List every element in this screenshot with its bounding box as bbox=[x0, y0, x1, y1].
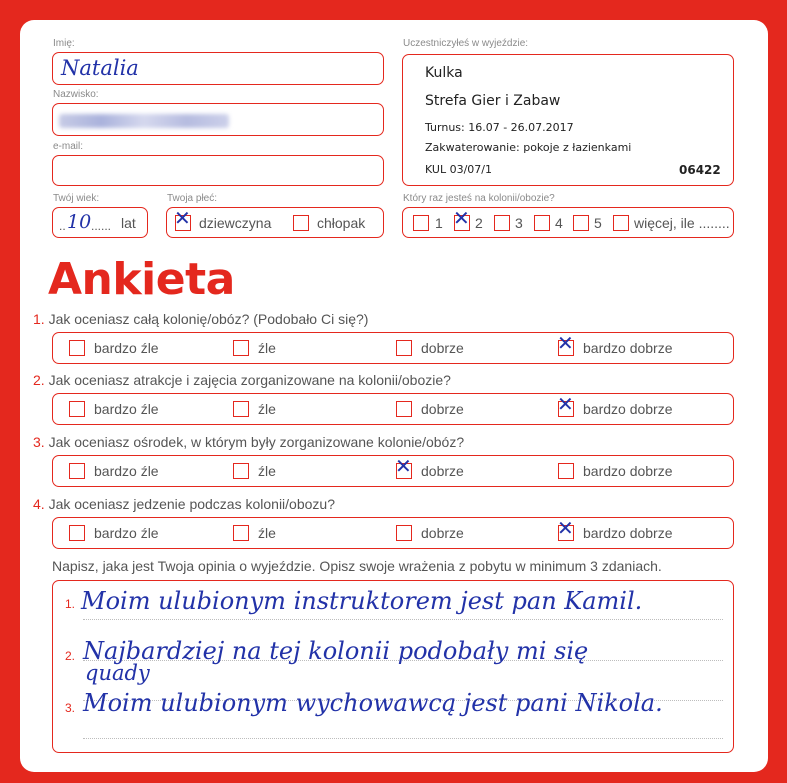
checkbox-q4-1[interactable] bbox=[69, 525, 85, 541]
checkmark-x-icon: ✕ bbox=[453, 206, 470, 230]
opinion-num-3: 3. bbox=[65, 701, 76, 715]
checkbox-q2-3[interactable] bbox=[396, 401, 412, 417]
checkmark-x-icon: ✕ bbox=[395, 454, 412, 478]
checkbox-chlopak[interactable] bbox=[293, 215, 309, 231]
checkbox-q1-4[interactable] bbox=[557, 331, 574, 356]
checkbox-dziewczyna[interactable] bbox=[174, 206, 191, 231]
trip-name: Kulka bbox=[425, 65, 463, 81]
email-label: e-mail: bbox=[53, 141, 84, 152]
trip-info-box bbox=[402, 54, 734, 186]
checkbox-q3-1[interactable] bbox=[69, 463, 85, 479]
question-2 bbox=[33, 372, 451, 388]
question-number: 1. bbox=[33, 311, 45, 327]
nazwisko-label: Nazwisko: bbox=[53, 89, 99, 100]
opinion-prompt: Napisz, jaka jest Twoja opinia o wyjeździe. Opisz swoje wrażenia z pobytu w minimum 3 zdaniach. bbox=[52, 558, 662, 574]
checkmark-x-icon: ✕ bbox=[174, 206, 191, 230]
checkbox-q3-4[interactable] bbox=[558, 463, 574, 479]
checkbox-q2-1[interactable] bbox=[69, 401, 85, 417]
option-label: źle bbox=[258, 525, 276, 541]
ktory-raz-field bbox=[402, 207, 734, 238]
option-label: źle bbox=[258, 463, 276, 479]
option-chlopak: chłopak bbox=[317, 215, 366, 231]
trip-turnus: Turnus: 16.07 - 26.07.2017 bbox=[425, 121, 574, 134]
option-raz-5: 5 bbox=[594, 215, 602, 231]
wiek-label: Twój wiek: bbox=[53, 193, 100, 204]
wiek-value: 10 bbox=[67, 211, 92, 233]
option-raz-3: 3 bbox=[515, 215, 523, 231]
option-label: bardzo dobrze bbox=[583, 340, 673, 356]
checkbox-raz-2[interactable] bbox=[453, 206, 470, 231]
option-label: źle bbox=[258, 401, 276, 417]
wiek-field[interactable] bbox=[52, 207, 148, 238]
checkbox-q4-2[interactable] bbox=[233, 525, 249, 541]
redacted-surname bbox=[59, 114, 229, 128]
checkbox-q1-3[interactable] bbox=[396, 340, 412, 356]
option-raz-4: 4 bbox=[555, 215, 563, 231]
question-3 bbox=[33, 434, 464, 450]
option-label: bardzo źle bbox=[94, 525, 159, 541]
question-number: 2. bbox=[33, 372, 45, 388]
question-text: Jak oceniasz jedzenie podczas kolonii/obozu? bbox=[48, 496, 335, 512]
opinion-num-2: 2. bbox=[65, 649, 76, 663]
option-label: bardzo dobrze bbox=[583, 463, 673, 479]
trip-zakwaterowanie: Zakwaterowanie: pokoje z łazienkami bbox=[425, 141, 632, 154]
option-label: dobrze bbox=[421, 340, 464, 356]
question-number: 3. bbox=[33, 434, 45, 450]
plec-label: Twoja płeć: bbox=[167, 193, 218, 204]
checkmark-x-icon: ✕ bbox=[557, 392, 574, 416]
checkbox-q1-1[interactable] bbox=[69, 340, 85, 356]
opinion-num-1: 1. bbox=[65, 597, 76, 611]
checkbox-q3-3[interactable] bbox=[395, 454, 412, 479]
checkbox-q3-2[interactable] bbox=[233, 463, 249, 479]
checkbox-raz-3[interactable] bbox=[494, 215, 510, 231]
checkbox-q1-2[interactable] bbox=[233, 340, 249, 356]
imie-field[interactable] bbox=[52, 52, 384, 85]
checkbox-raz-1[interactable] bbox=[413, 215, 429, 231]
trip-code: KUL 03/07/1 bbox=[425, 163, 492, 176]
writing-line bbox=[83, 619, 723, 620]
option-label: dobrze bbox=[421, 401, 464, 417]
option-label: bardzo źle bbox=[94, 340, 159, 356]
trip-subtitle: Strefa Gier i Zabaw bbox=[425, 93, 561, 109]
imie-label: Imię: bbox=[53, 38, 75, 49]
option-label: bardzo dobrze bbox=[583, 401, 673, 417]
wiek-dots-left: .. bbox=[59, 219, 66, 233]
checkmark-x-icon: ✕ bbox=[557, 516, 574, 540]
option-raz-wiecej: więcej, ile ........ bbox=[634, 215, 730, 231]
answer-row-2 bbox=[52, 393, 734, 425]
uczestnik-label: Uczestniczyłeś w wyjeździe: bbox=[403, 38, 529, 49]
option-dziewczyna: dziewczyna bbox=[199, 215, 272, 231]
answer-row-4 bbox=[52, 517, 734, 549]
question-number: 4. bbox=[33, 496, 45, 512]
question-text: Jak oceniasz całą kolonię/obóz? (Podobało Ci się?) bbox=[48, 311, 369, 327]
ktory-raz-label: Który raz jesteś na kolonii/obozie? bbox=[403, 193, 555, 204]
option-label: bardzo źle bbox=[94, 401, 159, 417]
checkbox-raz-wiecej[interactable] bbox=[613, 215, 629, 231]
checkmark-x-icon: ✕ bbox=[557, 331, 574, 355]
opinion-text-2b: quady bbox=[85, 661, 150, 685]
writing-line bbox=[83, 738, 723, 739]
option-raz-1: 1 bbox=[435, 215, 443, 231]
opinion-box[interactable] bbox=[52, 580, 734, 753]
wiek-dots: ...... bbox=[91, 219, 112, 233]
option-label: bardzo dobrze bbox=[583, 525, 673, 541]
checkbox-raz-4[interactable] bbox=[534, 215, 550, 231]
checkbox-q4-3[interactable] bbox=[396, 525, 412, 541]
checkbox-q2-4[interactable] bbox=[557, 392, 574, 417]
answer-row-3 bbox=[52, 455, 734, 487]
answer-row-1 bbox=[52, 332, 734, 364]
survey-title: Ankieta bbox=[48, 254, 235, 305]
option-label: bardzo źle bbox=[94, 463, 159, 479]
email-field[interactable] bbox=[52, 155, 384, 186]
trip-number: 06422 bbox=[679, 163, 721, 177]
plec-field bbox=[166, 207, 384, 238]
opinion-text-2: Najbardziej na tej kolonii podobały mi się bbox=[83, 637, 589, 665]
question-1 bbox=[33, 311, 368, 327]
checkbox-q2-2[interactable] bbox=[233, 401, 249, 417]
checkbox-raz-5[interactable] bbox=[573, 215, 589, 231]
question-text: Jak oceniasz atrakcje i zajęcia zorganizowane na kolonii/obozie? bbox=[48, 372, 451, 388]
question-4 bbox=[33, 496, 335, 512]
option-label: dobrze bbox=[421, 525, 464, 541]
question-text: Jak oceniasz ośrodek, w którym były zorganizowane kolonie/obóz? bbox=[48, 434, 465, 450]
opinion-text-1: Moim ulubionym instruktorem jest pan Kamil. bbox=[81, 587, 643, 615]
nazwisko-field[interactable] bbox=[52, 103, 384, 136]
checkbox-q4-4[interactable] bbox=[557, 516, 574, 541]
option-raz-2: 2 bbox=[475, 215, 483, 231]
imie-value: Natalia bbox=[61, 56, 139, 80]
opinion-text-3: Moim ulubionym wychowawcą jest pani Nikola. bbox=[83, 689, 663, 717]
option-label: źle bbox=[258, 340, 276, 356]
option-label: dobrze bbox=[421, 463, 464, 479]
wiek-unit: lat bbox=[121, 215, 136, 231]
